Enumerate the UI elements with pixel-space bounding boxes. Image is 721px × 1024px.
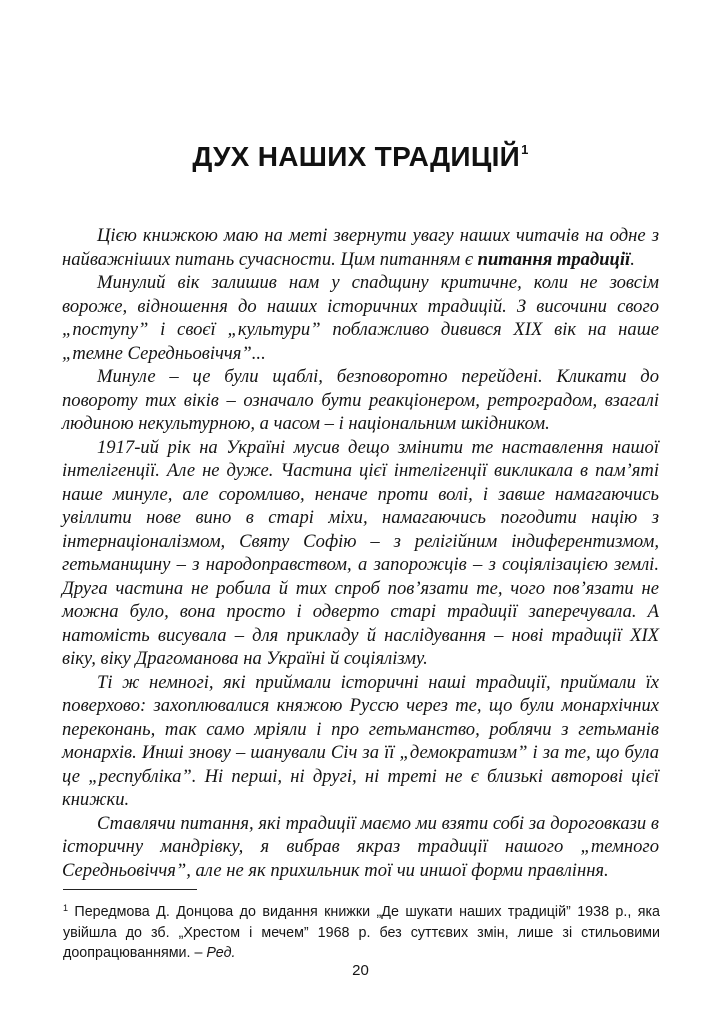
paragraph-1-end: . [630, 248, 635, 270]
paragraph-1-text: Цією книжкою маю на меті звернути увагу наших читачів на одне з найважніших питань сучасности. Цим питанням є [62, 225, 659, 270]
chapter-title-text: ДУХ НАШИХ ТРАДИЦІЙ [192, 141, 521, 172]
paragraph-3: Минуле – це були щаблі, безповоротно перейдені. Кликати до повороту тих віків – означало бути реакціонером, ретроградом, взагалі людиною некультурною, а часом – і національним шкідником. [62, 366, 659, 434]
body-text [62, 224, 659, 882]
footnote-text: Передмова Д. Донцова до видання книжки „Де шукати наших традицій” 1938 р., яка увійшла до зб. „Хрестом і мечем” 1968 р. без суттєвих змін, лише зі стильовими доопрацюваннями. – [63, 904, 660, 961]
paragraph-1 [62, 224, 659, 271]
footnote [63, 898, 660, 964]
footnote-editor: Ред. [206, 945, 236, 961]
footnote-divider [63, 889, 197, 890]
paragraph-6: Ставлячи питання, які традиції маємо ми взяти собі за дороговкази в історичну мандрівку, я вибрав якраз традиції нашого „темного Середньовіччя”, але не як прихильник тої чи иншої форми правління. [62, 812, 659, 881]
paragraph-2: Минулий вік залишив нам у спадщину критичне, коли не зовсім вороже, відношення до наших історичних традицій. З височини свого „поступу” і своєї „культури” поблажливо дивився XIX вік на наше „темне Середньовіччя”... [62, 272, 659, 364]
footnote-mark: 1 [63, 903, 69, 913]
title-footnote-mark: 1 [521, 142, 529, 157]
chapter-title [0, 141, 721, 173]
paragraph-5: Ті ж немногі, які приймали історичні наші традиції, приймали їх поверхово: захоплювалися княжою Руссю через те, що були монархічних переконань, так само мріяли і про гетьманство, роблячи з гетьманів монархів. Инші знову – шанували Січ за її „демократизм” і за те, що була це „республіка”. Ні перші, ні другі, ні треті не є близькі авторові цієї книжки. [62, 671, 659, 810]
paragraph-4: 1917-ий рік на Україні мусив дещо змінити те наставлення нашої інтелігенції. Але не дуже. Частина цієї інтелігенції викликала в пам’яті наше минуле, але соромливо, неначе проти волі, і завше намагаючись увіллити нове вино в старі міхи, намагаючись погодити націю з інтернаціоналізмом, Святу Софію – з релігійним індиферентизмом, гетьманщину – з народоправством, а запорожців – з соціялізацією землі. Друга частина не робила й тих спроб пов’язати те, чого пов’язати не можна було, вона просто і одверто старі традиції заперечувала. А натомість висувала – для прикладу й наслідування – нові традиції XIX віку, віку Драгоманова на Україні й соціялізму. [62, 436, 659, 669]
page-number: 20 [352, 962, 369, 979]
emphasis-tradition: питання традиції [477, 248, 631, 270]
